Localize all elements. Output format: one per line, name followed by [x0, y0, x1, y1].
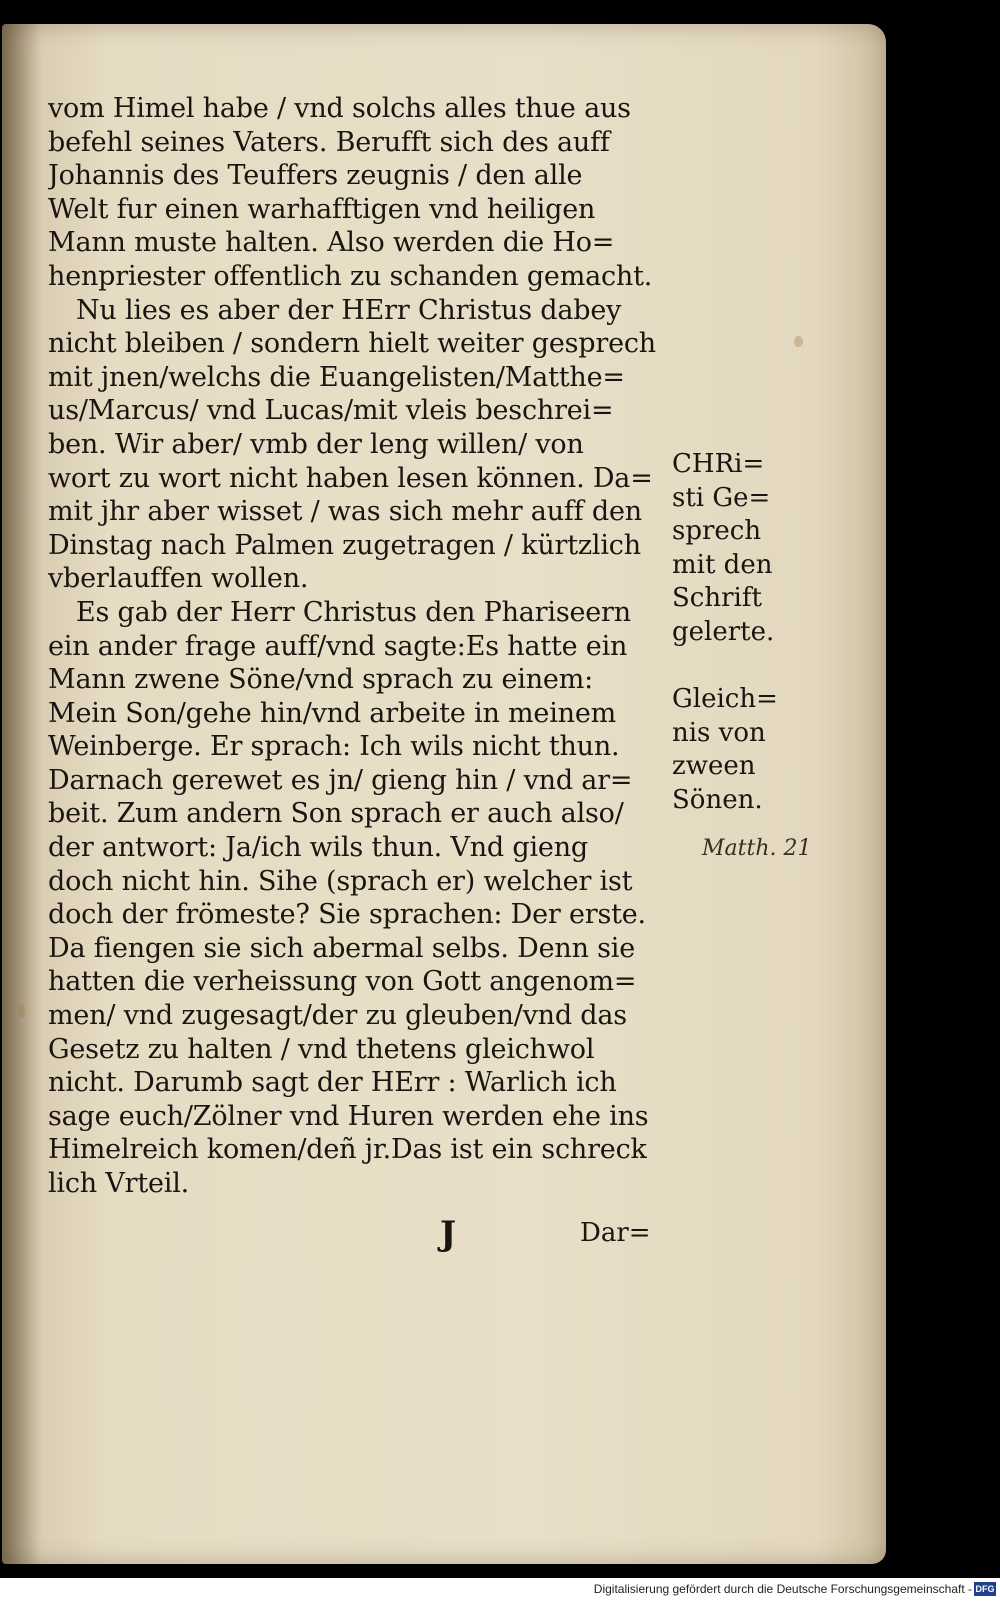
margin-notes: [672, 448, 872, 818]
margin-note-line: gelerte.: [672, 616, 775, 647]
text-line: henpriester offentlich zu schanden gemacht.: [48, 260, 653, 292]
text-line: mit jnen/welchs die Euangelisten/Matthe=: [48, 361, 625, 393]
text-line: doch der frömeste? Sie sprachen: Der erste.: [48, 899, 646, 931]
margin-note-line: mit den: [672, 549, 773, 580]
margin-note-line: CHRi=: [672, 449, 765, 479]
text-line: sage euch/Zölner vnd Huren werden ehe ins: [48, 1100, 649, 1132]
text-line: Johannis des Teuffers zeugnis / den alle: [48, 160, 583, 192]
text-line: doch nicht hin. Sihe (sprach er) welcher ist: [48, 865, 633, 897]
signature-mark: J: [440, 1214, 457, 1254]
margin-note-line: sti Ge=: [672, 482, 771, 513]
text-line: men/ vnd zugesagt/der zu gleuben/vnd das: [48, 1000, 627, 1032]
text-line: befehl seines Vaters. Berufft sich des auff: [48, 126, 610, 158]
text-line: Darnach gerewet es jn/ gieng hin / vnd ar=: [48, 764, 633, 796]
text-line: beit. Zum andern Son sprach er auch also/: [48, 798, 624, 830]
body-text-column: [48, 92, 688, 1201]
paper-stain: [794, 336, 803, 347]
text-line: us/Marcus/ vnd Lucas/mit vleis beschrei=: [48, 395, 614, 427]
text-line: vberlauffen wollen.: [48, 563, 309, 595]
text-line: nicht bleiben / sondern hielt weiter gesprech: [48, 328, 656, 360]
text-line: nicht. Darumb sagt der HErr : Warlich ich: [48, 1067, 617, 1099]
footer-bar: [0, 1578, 1000, 1602]
text-line: ben. Wir aber/ vmb der leng willen/ von: [48, 428, 584, 460]
text-line: Himelreich komen/deñ jr.Das ist ein schreck: [48, 1134, 647, 1166]
text-line: ein ander frage auff/vnd sagte:Es hatte ein: [48, 630, 628, 662]
margin-note-gap: [672, 650, 872, 684]
text-line: Welt fur einen warhafftigen vnd heiligen: [48, 193, 596, 225]
text-line: Nu lies es aber der HErr Christus dabey: [76, 294, 622, 326]
text-line: Es gab der Herr Christus den Phariseern: [76, 596, 631, 628]
text-line: mit jhr aber wisset / was sich mehr auff den: [48, 496, 642, 528]
text-line: vom Himel habe / vnd solchs alles thue aus: [48, 93, 631, 124]
dfg-logo-icon: DFG: [975, 1584, 995, 1594]
text-line: Weinberge. Er sprach: Ich wils nicht thun.: [48, 731, 620, 763]
margin-note-line: Schrift: [672, 583, 762, 614]
margin-note-line: Gleich=: [672, 684, 778, 715]
text-line: Dinstag nach Palmen zugetragen / kürtzlich: [48, 529, 641, 561]
footer-credit: Digitalisierung gefördert durch die Deutsche Forschungsgemeinschaft -: [593, 1582, 972, 1596]
text-line: Mein Son/gehe hin/vnd arbeite in meinem: [48, 697, 617, 729]
text-line: Mann muste halten. Also werden die Ho=: [48, 227, 615, 259]
page-gutter-shadow: [2, 24, 42, 1564]
margin-note-line: zween: [672, 751, 756, 782]
book-page: [2, 24, 886, 1564]
text-line: wort zu wort nicht haben lesen können. Da=: [48, 462, 653, 494]
text-line: Gesetz zu halten / vnd thetens gleichwol: [48, 1033, 595, 1065]
text-line: Da fiengen sie sich abermal selbs. Denn sie: [48, 932, 636, 964]
text-line: hatten die verheissung von Gott angenom=: [48, 966, 637, 998]
text-line: Mann zwene Söne/vnd sprach zu einem:: [48, 664, 594, 696]
handwritten-annotation: Matth. 21: [702, 836, 812, 861]
text-line: der antwort: Ja/ich wils thun. Vnd gieng: [48, 832, 588, 864]
margin-note-line: nis von: [672, 717, 766, 748]
text-line: lich Vrteil.: [48, 1168, 190, 1199]
margin-note-line: sprech: [672, 516, 762, 547]
paper-stain: [18, 1004, 25, 1018]
catchword: Dar=: [580, 1218, 651, 1248]
margin-note-line: Sönen.: [672, 784, 763, 815]
